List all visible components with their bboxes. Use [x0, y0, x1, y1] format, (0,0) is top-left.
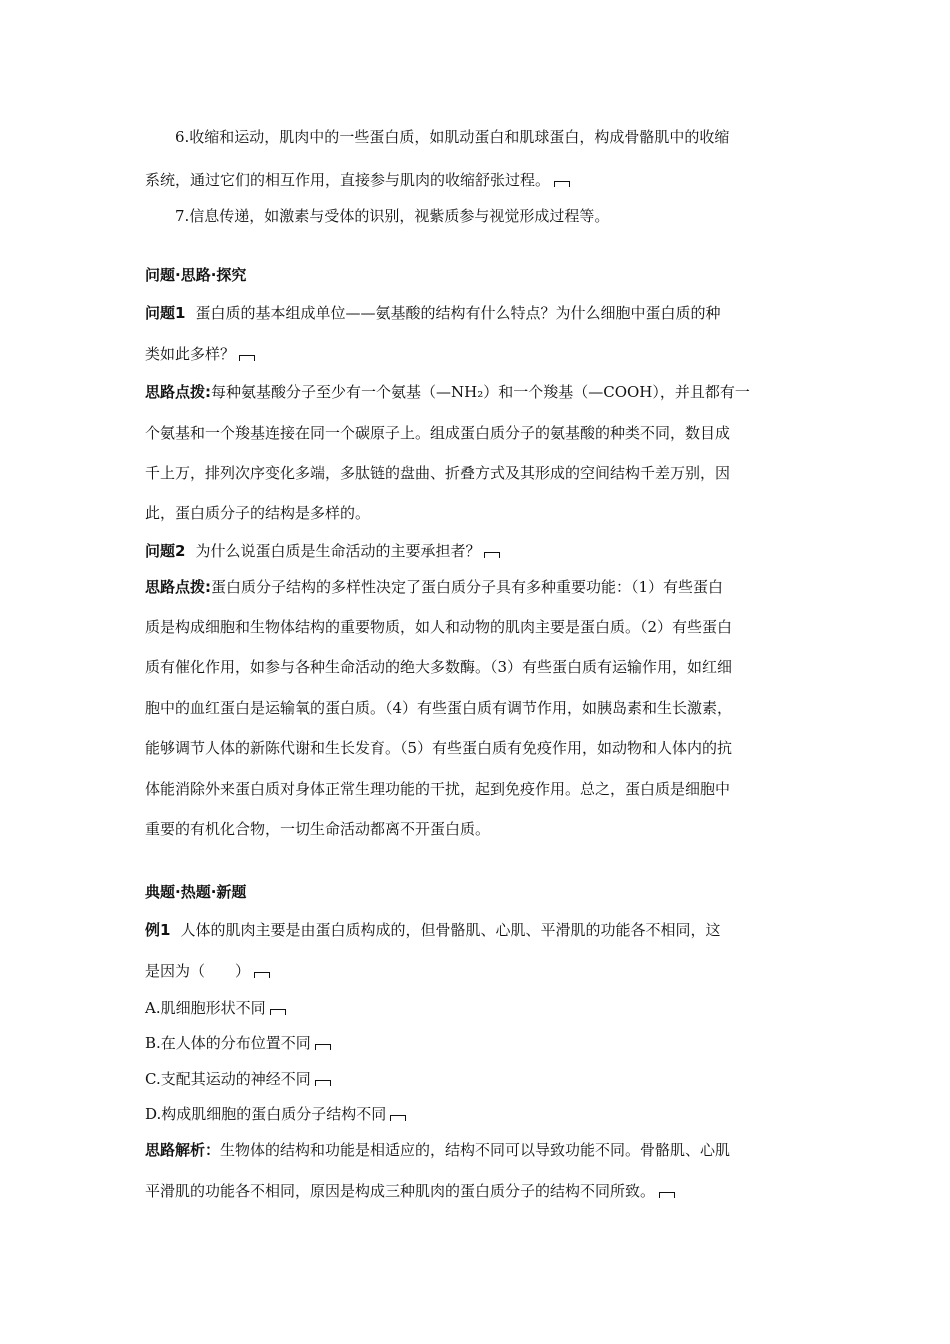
question-2-label: 问题2 [145, 542, 186, 560]
option-d: D.构成肌细胞的蛋白质分子结构不同 [145, 1103, 406, 1124]
option-a: A.肌细胞形状不同 [145, 997, 286, 1018]
example-1-line-2: 是因为（ ） [145, 960, 270, 981]
hint-1-line-1: 思路点拨:每种氨基酸分子至少有一个氨基（—NH₂）和一个羧基（—COOH），并且都有一 [145, 383, 750, 401]
hint-1-line-4: 此，蛋白质分子的结构是多样的。 [145, 504, 371, 522]
return-mark-icon [315, 1080, 331, 1086]
analysis-label: 思路解析： [145, 1141, 221, 1159]
paragraph-6-line-2: 系统，通过它们的相互作用，直接参与肌肉的收缩舒张过程。 [145, 169, 570, 190]
paragraph-7: 7.信息传递，如激素与受体的识别，视紫质参与视觉形成过程等。 [175, 207, 610, 225]
hint-2-line-3: 质有催化作用，如参与各种生命活动的绝大多数酶。（3）有些蛋白质有运输作用，如红细 [145, 658, 733, 676]
return-mark-icon [254, 972, 270, 978]
option-b: B.在人体的分布位置不同 [145, 1032, 331, 1053]
example-1-line-1: 例1 人体的肌肉主要是由蛋白质构成的，但骨骼肌、心肌、平滑肌的功能各不相同，这 [145, 921, 721, 939]
hint-2-line-5: 能够调节人体的新陈代谢和生长发育。（5）有些蛋白质有免疫作用，如动物和人体内的抗 [145, 739, 733, 757]
hint-2-line-7: 重要的有机化合物，一切生命活动都离不开蛋白质。 [145, 820, 491, 838]
question-1-line-2: 类如此多样？ [145, 343, 255, 364]
analysis-line-1: 思路解析：生物体的结构和功能是相适应的，结构不同可以导致功能不同。骨骼肌、心肌 [145, 1141, 731, 1159]
return-mark-icon [315, 1044, 331, 1050]
question-1-line-1: 问题1 蛋白质的基本组成单位——氨基酸的结构有什么特点？为什么细胞中蛋白质的种 [145, 304, 721, 322]
hint-2-line-2: 质是构成细胞和生物体结构的重要物质，如人和动物的肌肉主要是蛋白质。（2）有些蛋白 [145, 618, 733, 636]
return-mark-icon [270, 1009, 286, 1015]
example-1-label: 例1 [145, 921, 171, 939]
section-title-questions: 问题·思路·探究 [145, 266, 247, 284]
option-c: C.支配其运动的神经不同 [145, 1068, 331, 1089]
return-mark-icon [484, 552, 500, 558]
analysis-line-2: 平滑肌的功能各不相同，原因是构成三种肌肉的蛋白质分子的结构不同所致。 [145, 1180, 675, 1201]
hint-1-label: 思路点拨: [145, 383, 211, 401]
return-mark-icon [390, 1115, 406, 1121]
return-mark-icon [659, 1192, 675, 1198]
hint-2-line-1: 思路点拨:蛋白质分子结构的多样性决定了蛋白质分子具有多种重要功能：（1）有些蛋白 [145, 578, 724, 596]
hint-1-line-3: 千上万，排列次序变化多端，多肽链的盘曲、折叠方式及其形成的空间结构千差万别，因 [145, 464, 731, 482]
question-1-label: 问题1 [145, 304, 186, 322]
hint-2-label: 思路点拨: [145, 578, 211, 596]
return-mark-icon [554, 181, 570, 187]
question-2-line-1: 问题2 为什么说蛋白质是生命活动的主要承担者？ [145, 540, 500, 561]
return-mark-icon [239, 355, 255, 361]
paragraph-6-line-1: 6.收缩和运动，肌肉中的一些蛋白质，如肌动蛋白和肌球蛋白，构成骨骼肌中的收缩 [175, 128, 730, 146]
hint-2-line-6: 体能消除外来蛋白质对身体正常生理功能的干扰，起到免疫作用。总之，蛋白质是细胞中 [145, 780, 731, 798]
hint-2-line-4: 胞中的血红蛋白是运输氧的蛋白质。（4）有些蛋白质有调节作用，如胰岛素和生长激素， [145, 699, 733, 717]
section-title-examples: 典题·热题·新题 [145, 883, 247, 901]
hint-1-line-2: 个氨基和一个羧基连接在同一个碳原子上。组成蛋白质分子的氨基酸的种类不同，数目成 [145, 424, 731, 442]
